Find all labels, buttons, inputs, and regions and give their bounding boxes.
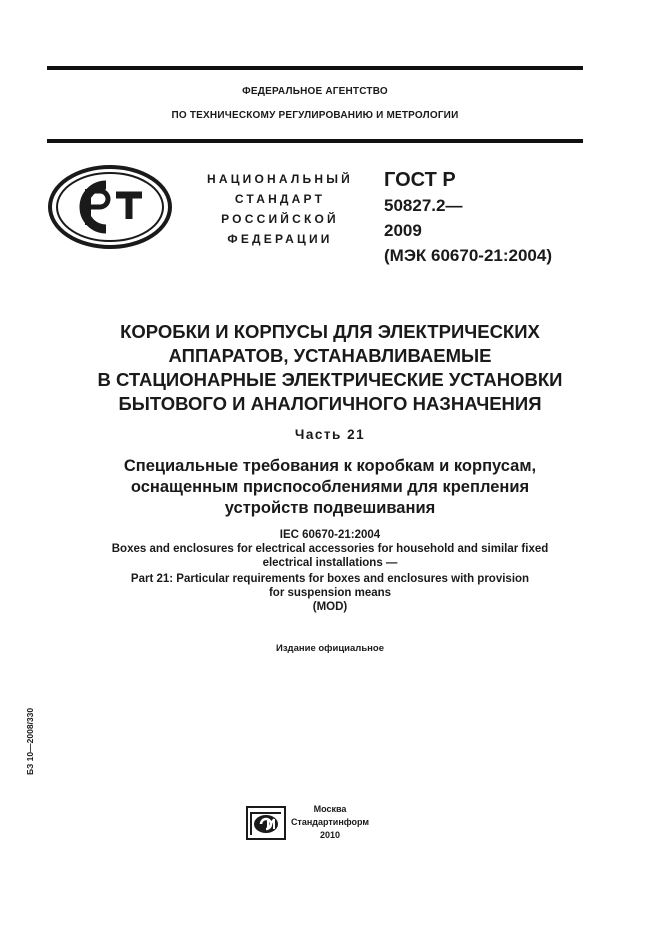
standartinform-logo-icon xyxy=(246,806,286,840)
side-code: БЗ 10—2008/330 xyxy=(25,707,35,775)
publisher-info xyxy=(290,803,370,842)
subtitle-line-2: оснащенным приспособлениями для крепления xyxy=(130,478,530,496)
title-line-2: АППАРАТОВ, УСТАНАВЛИВАЕМЫЕ xyxy=(168,345,492,366)
header-rule xyxy=(47,139,583,143)
title-line-1: КОРОБКИ И КОРПУСЫ ДЛЯ ЭЛЕКТРИЧЕСКИХ xyxy=(120,321,540,342)
top-rule xyxy=(47,66,583,70)
national-standard-line-1: НАЦИОНАЛЬНЫЙ xyxy=(206,172,354,186)
national-standard-line-3: РОССИЙСКОЙ xyxy=(221,212,339,226)
iec-line-6: (MOD) xyxy=(312,601,348,613)
publisher-year: 2010 xyxy=(319,830,341,840)
subtitle-line-3: устройств подвешивания xyxy=(224,499,436,517)
agency-line-1: ФЕДЕРАЛЬНОЕ АГЕНТСТВО xyxy=(242,86,388,97)
designation-line-3: 2009 xyxy=(384,221,422,240)
iec-line-1: IEC 60670-21:2004 xyxy=(279,529,381,541)
agency-line-2: ПО ТЕХНИЧЕСКОМУ РЕГУЛИРОВАНИЮ И МЕТРОЛОГИИ xyxy=(171,110,459,121)
gost-rst-logo-icon xyxy=(48,165,172,249)
subtitle-line-1: Специальные требования к коробкам и корпусам, xyxy=(123,457,537,475)
iec-line-2: Boxes and enclosures for electrical accessories for household and similar fixed xyxy=(111,543,549,555)
publisher-name: Стандартинформ xyxy=(290,817,370,827)
national-standard-line-2: СТАНДАРТ xyxy=(234,192,326,206)
iec-line-3: electrical installations — xyxy=(262,557,398,569)
title-line-3: В СТАЦИОНАРНЫЕ ЭЛЕКТРИЧЕСКИЕ УСТАНОВКИ xyxy=(97,369,563,390)
title-line-4: БЫТОВОГО И АНАЛОГИЧНОГО НАЗНАЧЕНИЯ xyxy=(118,393,542,414)
designation-line-1: ГОСТ Р xyxy=(384,169,456,191)
designation-line-2: 50827.2— xyxy=(384,196,463,215)
designation-line-4: (МЭК 60670-21:2004) xyxy=(384,246,552,265)
national-standard-line-4: ФЕДЕРАЦИИ xyxy=(227,232,333,246)
publisher-city: Москва xyxy=(313,804,347,814)
edition-label: Издание официальное xyxy=(276,643,384,654)
iec-line-5: for suspension means xyxy=(268,587,392,599)
iec-line-4: Part 21: Particular requirements for boxes and enclosures with provision xyxy=(130,573,530,585)
part-label: Часть 21 xyxy=(294,427,366,442)
